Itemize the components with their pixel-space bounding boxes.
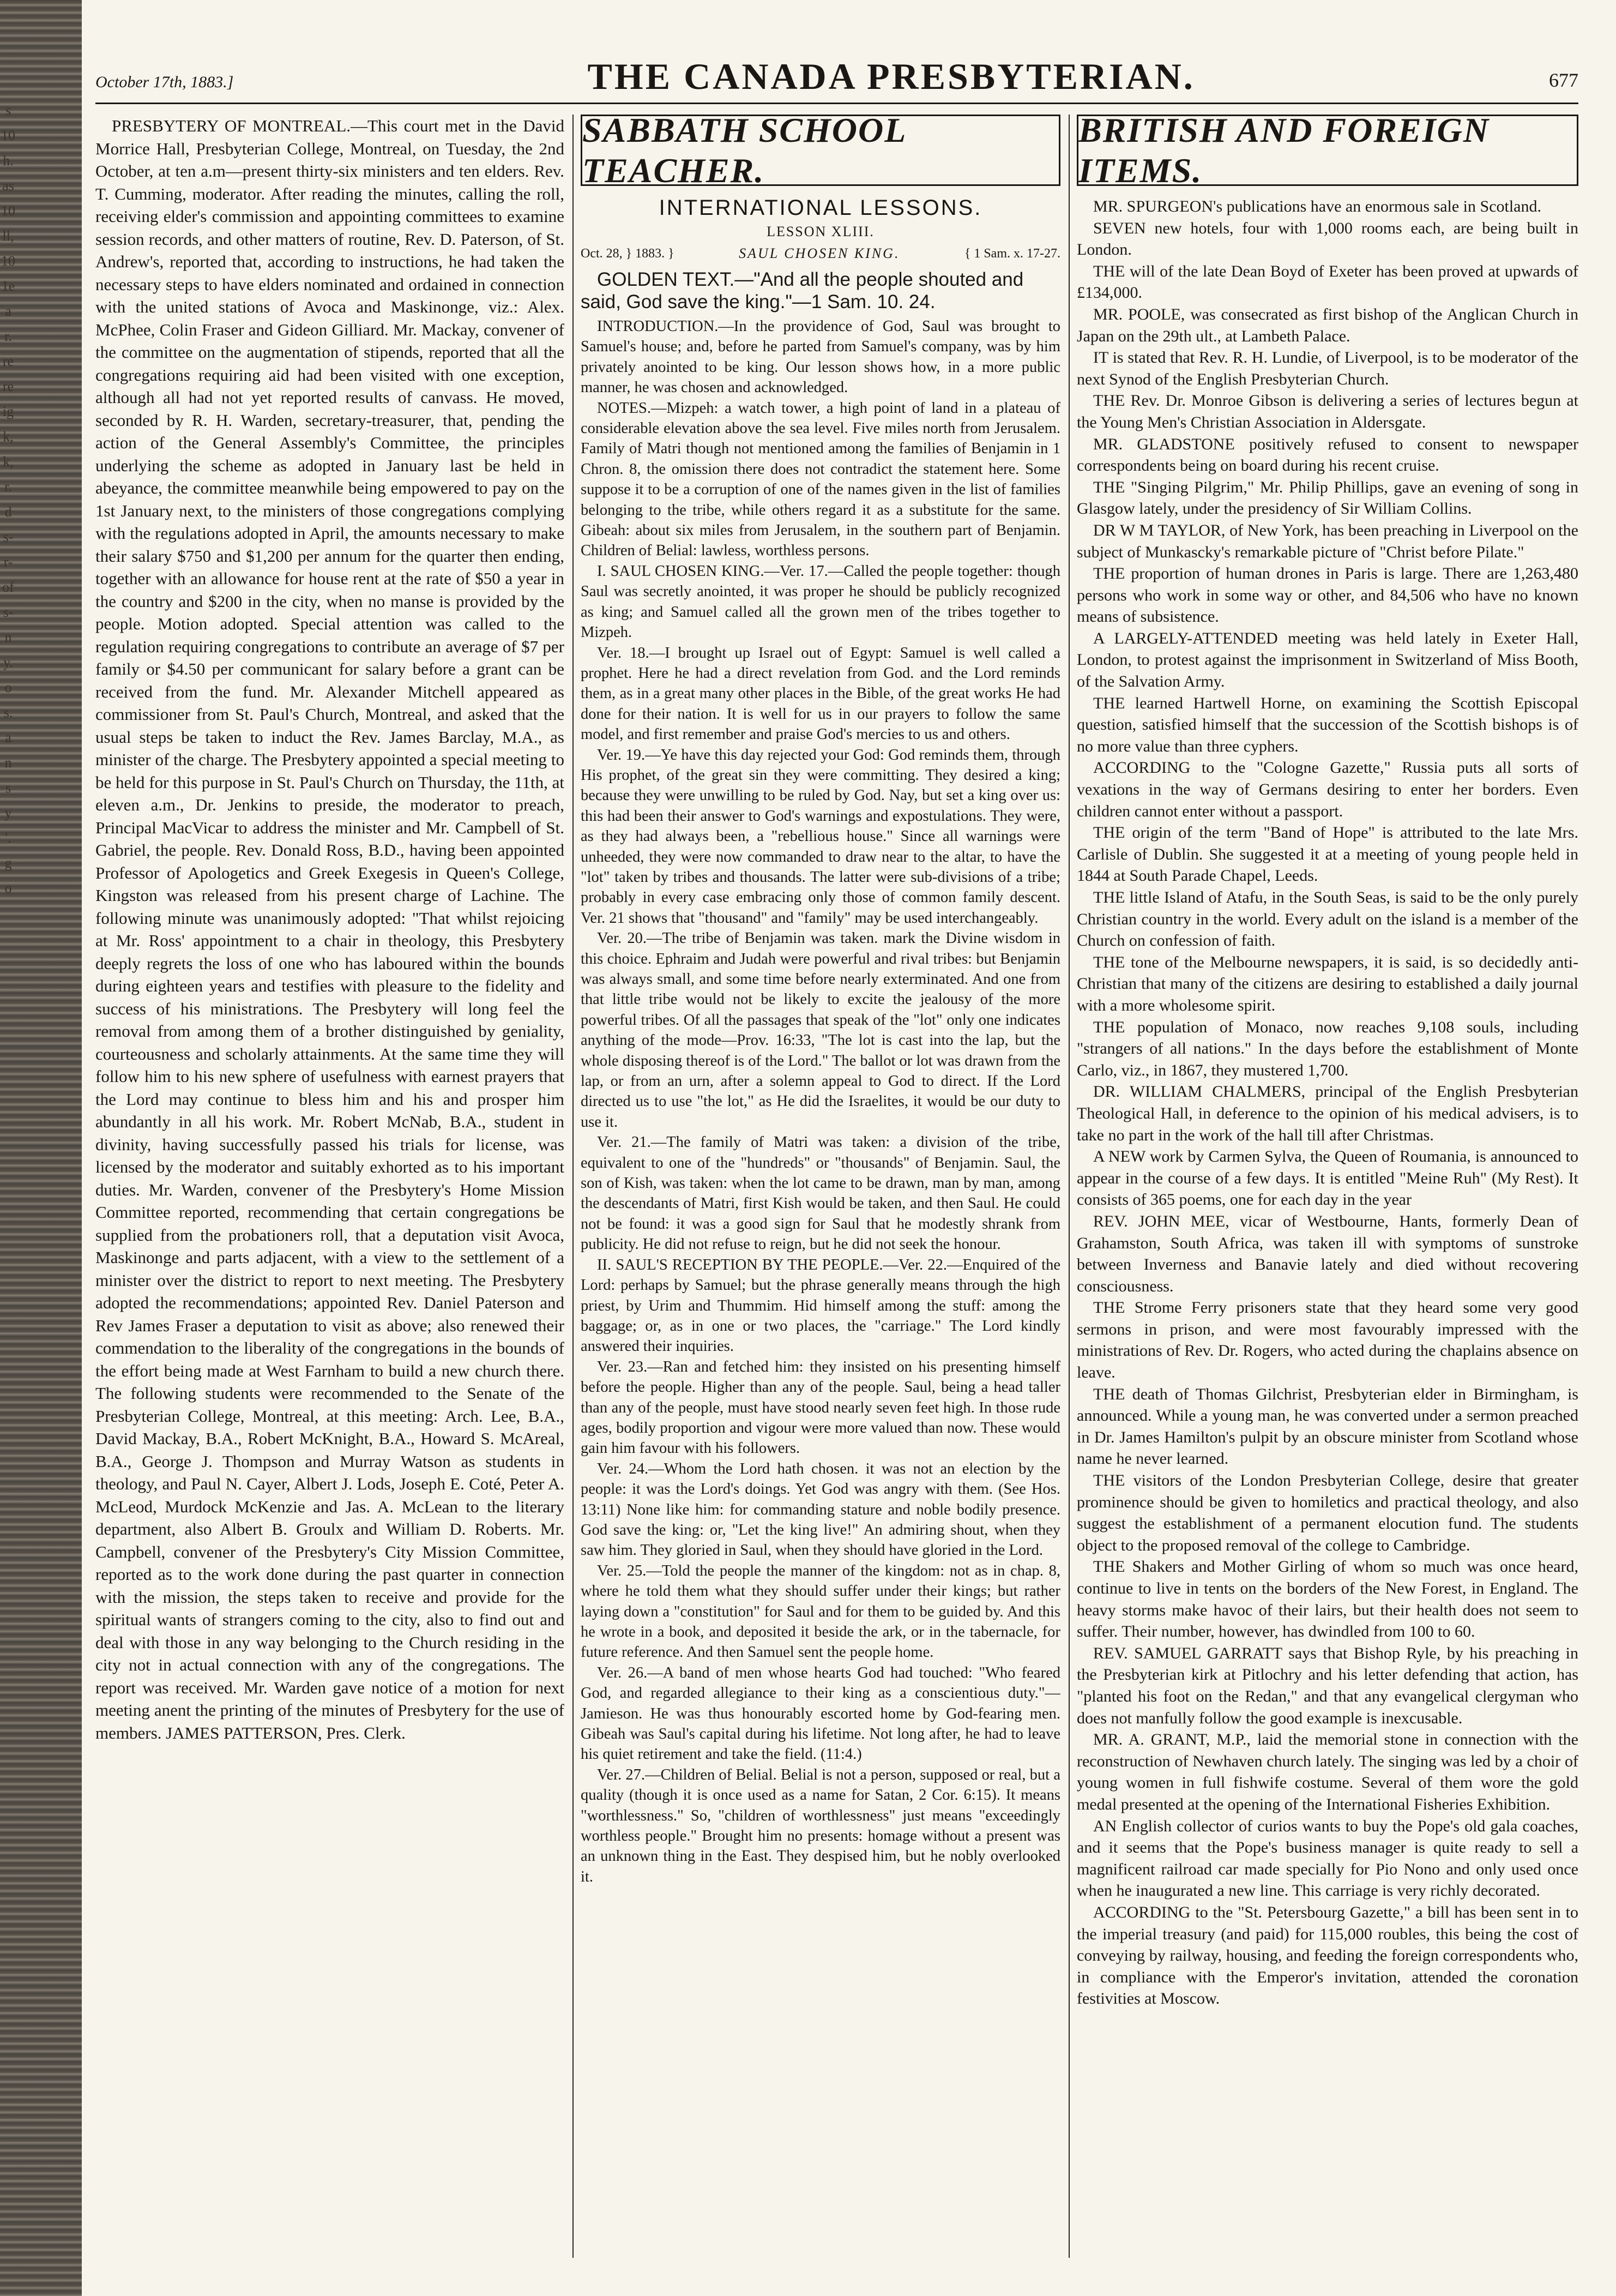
margin-fragment: s. bbox=[3, 705, 13, 720]
newspaper-page bbox=[95, 38, 1578, 2263]
margin-fragment: g bbox=[4, 855, 12, 871]
margin-fragment: n bbox=[4, 629, 12, 645]
margin-fragment: ll, bbox=[2, 228, 14, 244]
news-item: REV. SAMUEL GARRATT says that Bishop Ryle, by his preaching in the Presbyterian kirk at Pitlochry and his letter defending that action, has "planted his foot on the Redan," and that any evangelical clergyman who does not manfully follow the good example is inexcusable. bbox=[1077, 1644, 1578, 1727]
news-item: REV. JOHN MEE, vicar of Westbourne, Hants, formerly Dean of Grahamston, South Africa, was taken ill with symptoms of sunstroke between Inverness and Banavie lately and died without recovering consciousness. bbox=[1077, 1212, 1578, 1295]
margin-fragment: 10 bbox=[1, 203, 15, 219]
margin-fragment: s- bbox=[3, 604, 14, 620]
lesson-number: LESSON XLIII. bbox=[767, 224, 875, 239]
news-item: THE little Island of Atafu, in the South Seas, is said to be the only purely Christian country in the world. Every adult on the island is a member of the Church on confession of faith. bbox=[1077, 888, 1578, 950]
news-item: MR. A. GRANT, M.P., laid the memorial stone in connection with the reconstruction of Newhaven church lately. The singing was led by a choir of young women in full fishwife costume. Several of them wore the gold medal presented at the opening of the International Fisheries Exhibition. bbox=[1077, 1730, 1578, 1813]
margin-fragment: 1e bbox=[1, 278, 15, 294]
margin-fragment: a bbox=[5, 730, 11, 746]
lesson-paragraph: NOTES.—Mizpeh: a watch tower, a high point of land in a plateau of considerable elevation above the sea level. Five miles north from Jerusalem. Family of Matri though not mentioned among the families of Benjamin in 1 Chron. 8, the omission there does not contradict the statement here. Some suppose it to be a corruption of one of the names given in the list of families belonging to the tribe, while others regard it as a substitute for the same. Gibeah: about six miles from Jerusalem, in the southern part of Benjamin. Children of Belial: lawless, worthless persons. bbox=[581, 399, 1060, 560]
news-item: THE death of Thomas Gilchrist, Presbyterian elder in Birmingham, is announced. While a young man, he was converted under a sermon preached in Dr. James Hamilton's pulpit by an obscure minister from Scotland whose name he never learned. bbox=[1077, 1385, 1578, 1468]
margin-fragment: y. bbox=[3, 654, 13, 670]
news-items bbox=[1077, 196, 1578, 2010]
lesson-paragraph: Ver. 26.—A band of men whose hearts God had touched: "Who feared God, and regarded allegiance to their king as a conscientious duty."—Jamieson. He was thus honourably escorted home by God-fearing men. Gibeah was Saul's capital during his lifetime. Not long after, he had to leave his quiet retirement and take the field. (11:4.) bbox=[581, 1664, 1060, 1763]
lesson-heading bbox=[581, 245, 1060, 262]
golden-text: GOLDEN TEXT.—"And all the people shouted and said, God save the king."—1 Sam. 10. 24. bbox=[581, 269, 1024, 312]
article-presbytery-montreal bbox=[95, 115, 564, 1744]
margin-fragment: s- bbox=[3, 529, 14, 545]
news-item: THE will of the late Dean Boyd of Exeter has been proved at upwards of £134,000. bbox=[1077, 262, 1578, 302]
margin-fragment: k, bbox=[3, 429, 14, 444]
news-item: MR. SPURGEON's publications have an enormous sale in Scotland. bbox=[1093, 197, 1541, 215]
lesson-notes bbox=[581, 316, 1060, 1887]
column-rule bbox=[572, 115, 574, 2258]
news-item: THE Strome Ferry prisoners state that they heard some very good sermons in prison, and were most favourably impressed with the ministrations of Rev. Dr. Rogers, who acted during the chaplains absence on leave. bbox=[1077, 1299, 1578, 1382]
margin-fragment: o bbox=[4, 680, 12, 695]
news-item: DR W M TAYLOR, of New York, has been preaching in Liverpool on the subject of Munkascky's remarkable picture of "Christ before Pilate." bbox=[1077, 521, 1578, 561]
issue-date: October 17th, 1883.] bbox=[95, 73, 234, 91]
margin-fragment: a bbox=[5, 303, 11, 319]
margin-fragment: '. bbox=[5, 830, 11, 846]
news-item: A NEW work by Carmen Sylva, the Queen of Roumania, is announced to appear in the course of a few days. It is entitled "Meine Ruh" (My Rest). It consists of 365 poems, one for each day in the year bbox=[1077, 1147, 1578, 1209]
margin-fragment: re bbox=[2, 378, 14, 394]
lesson-paragraph: Ver. 20.—The tribe of Benjamin was taken. mark the Divine wisdom in this choice. Ephraim and Judah were powerful and rival tribes: but Benjamin was always small, and some time before nearly exterminated. And one from that little tribe would not be likely to excite the jealousy of the more powerful tribes. Of all the passages that speak of the "lot" only one indicates anything of the mode—Prov. 16:33, "The lot is cast into the lap, but the whole disposing thereof is of the Lord." The ballot or lot was drawn from the lap, or from an urn, after a solemn appeal to God to direct. If the Lord directed us to use "the lot," as He did the Israelites, it would be our duty to use it. bbox=[581, 930, 1060, 1131]
lesson-paragraph: Ver. 18.—I brought up Israel out of Egypt: Samuel is well called a prophet. Here he had a direct revelation from God. and the Lord reminds them, as in a great many other places in the Bible, of the great works He had done for their nation. It is well for us in our prayers to follow the same model, and first remember and praise God's mercies to us and others. bbox=[581, 644, 1060, 743]
lesson-paragraph: I. SAUL CHOSEN KING.—Ver. 17.—Called the people together: though Saul was secretly anointed, it was proper he should be publicly recognized as king; and Samuel called all the grown men of the tribes together to Mizpeh. bbox=[581, 562, 1060, 641]
section-title: INTERNATIONAL LESSONS. bbox=[659, 196, 982, 220]
margin-fragment: s bbox=[5, 780, 11, 796]
lesson-paragraph: Ver. 24.—Whom the Lord hath chosen. it was not an election by the people: it was the Lord's doings. Yet God was angry with them. (See Hos. 13:11) None like him: for commanding stature and noble bodily presence. God save the king: or, "Let the king live!" An admiring shout, when they saw him. They gloried in Saul, when they should have gloried in the Lord. bbox=[581, 1460, 1060, 1559]
news-item: DR. WILLIAM CHALMERS, principal of the English Presbyterian Theological Hall, in deference to the opinion of his medical advisers, is to take no part in the work of the hall till after Christmas. bbox=[1077, 1083, 1578, 1144]
british-foreign-masthead bbox=[1077, 115, 1578, 190]
margin-fragment: as bbox=[2, 178, 14, 194]
news-item: AN English collector of curios wants to buy the Pope's old gala coaches, and it seems that the Pope's business manager is quite ready to sell a magnificent railroad car made specially for Pio Nono and only used once when he inaugurated a new line. This carriage is very richly decorated. bbox=[1077, 1817, 1578, 1900]
lesson-paragraph: Ver. 25.—Told the people the manner of the kingdom: not as in chap. 8, where he told them what they should suffer under their kings; but rather laying down a "constitution" for Saul and for them to be guided by. And this he wrote in a book, and deposited it beside the ark, or in the tabernacle, for future reference. And then Samuel sent the people home. bbox=[581, 1562, 1060, 1661]
news-item: THE learned Hartwell Horne, on examining the Scottish Episcopal question, satisfied himself that the succession of the Scottish bishops is of no more value than three cyphers. bbox=[1077, 694, 1578, 755]
header-rule bbox=[95, 103, 1578, 104]
news-item: MR. POOLE, was consecrated as first bishop of the Anglican Church in Japan on the 29th ult., at Lambeth Palace. bbox=[1077, 305, 1578, 345]
news-item: IT is stated that Rev. R. H. Lundie, of Liverpool, is to be moderator of the next Synod of the English Presbyterian Church. bbox=[1077, 348, 1578, 388]
margin-fragment: n bbox=[4, 755, 12, 771]
margin-fragment: h. bbox=[3, 153, 14, 169]
margin-fragment: y bbox=[4, 805, 12, 821]
newspaper-title: THE CANADA PRESBYTERIAN. bbox=[587, 56, 1195, 97]
margin-fragment: r. bbox=[4, 328, 12, 344]
column-rule bbox=[1069, 115, 1070, 2258]
news-item: SEVEN new hotels, four with 1,000 rooms each, are being built in London. bbox=[1077, 219, 1578, 259]
margin-fragment: of bbox=[2, 579, 14, 595]
news-item: MR. GLADSTONE positively refused to consent to newspaper correspondents being on board during his recent cruise. bbox=[1077, 435, 1578, 475]
page-number: 677 bbox=[1548, 69, 1578, 91]
lesson-paragraph: Ver. 23.—Ran and fetched him: they insisted on his presenting himself before the people. Higher than any of the people. Saul, being a head taller than any of the people, must have stood nearly seven feet high. In those rude ages, bodily proportion and vigour were more valued than now. These would gain him favour with his followers. bbox=[581, 1358, 1060, 1457]
news-item: ACCORDING to the "Cologne Gazette," Russia puts all sorts of vexations in the way of Germans desiring to enter her borders. Even children cannot enter without a passport. bbox=[1077, 759, 1578, 820]
news-item: ACCORDING to the "St. Petersbourg Gazette," a bill has been sent in to the imperial treasury (and paid) for 115,000 roubles, this being the cost of conveying by railway, housing, and feeding the foreign correspondents who, in compliance with the Emperor's invitation, attended the coronation festivities at Moscow. bbox=[1077, 1903, 1578, 2008]
news-item: THE Shakers and Mother Girling of whom so much was once heard, continue to live in tents on the borders of the New Forest, in England. The heavy storms make havoc of their lairs, but their health does not seem to suffer. Their number, however, has dwindled from 100 to 60. bbox=[1077, 1558, 1578, 1641]
margin-fragment: k, bbox=[3, 454, 14, 470]
column-british-foreign bbox=[1077, 115, 1578, 2258]
margin-fragment: o bbox=[4, 880, 12, 896]
masthead-title: BRITISH AND FOREIGN ITEMS. bbox=[1078, 115, 1490, 190]
margin-fragments bbox=[0, 98, 16, 901]
news-item: THE "Singing Pilgrim," Mr. Philip Phillips, gave an evening of song in Glasgow lately, under the presidency of Sir William Collins. bbox=[1077, 478, 1578, 518]
margin-fragment: ig bbox=[2, 404, 14, 419]
margin-fragment: r. bbox=[4, 479, 12, 495]
sabbath-school-masthead bbox=[581, 115, 1060, 190]
news-item: THE Rev. Dr. Monroe Gibson is delivering a series of lectures begun at the Young Men's Christian Association in Aldersgate. bbox=[1077, 392, 1578, 431]
lesson-paragraph: INTRODUCTION.—In the providence of God, Saul was brought to Samuel's house; and, before he parted from Samuel's company, was by him privately anointed to be king. Our lesson shows how, in a more public manner, he was chosen and acknowledged. bbox=[581, 318, 1060, 396]
margin-fragment: 10 bbox=[1, 128, 15, 143]
news-item: THE visitors of the London Presbyterian College, desire that greater prominence should be given to homiletics and practical theology, and also suggest the establishment of a permanent elocution fund. The students object to the proposed removal of the college to Cambridge. bbox=[1077, 1471, 1578, 1554]
column-presbytery-report bbox=[95, 115, 564, 2258]
news-item: THE tone of the Melbourne newspapers, it is said, is so decidedly anti-Christian that many of the citizens are desiring to established a daily journal with a more wholesome spirit. bbox=[1077, 953, 1578, 1014]
margin-fragment: r- bbox=[3, 554, 13, 570]
margin-fragment: re bbox=[2, 353, 14, 369]
masthead-title: SABBATH SCHOOL TEACHER. bbox=[582, 115, 906, 190]
report-paragraph: PRESBYTERY OF MONTREAL.—This court met in the David Morrice Hall, Presbyterian College, Montreal, on Tuesday, the 2nd October, at ten a.m—present thirty-six ministers and ten elders. Rev. T. Cumming, moderator. After reading the minutes, calling the roll, receiving elder's commission and appointing committees to examine session records, and other matters of routine, Rev. D. Paterson, of St. Andrew's, reported that, according to instructions, he had taken the necessary steps to have elders nominated and ordained in connection with the united stations of Avoca and Maskinonge, viz.: Alex. McPhee, Colin Fraser and Gideon Gilliard. Mr. Mackay, convener of the committee on the augmentation of stipends, reported that all the congregations requiring aid had been visited with one exception, although all had not yet reported results of canvass. He moved, seconded by R. H. Warden, secretary-treasurer, that, pending the action of the General Assembly's Committee, the principles underlying the scheme as adopted in January last be held in abeyance, the committee meanwhile being empowered to pay on the 1st January next, to the ministers of those congregations complying with the regulations adopted in April, the amounts necessary to make their salary $750 and $1,200 per annum for the quarter then ending, together with an allowance for house rent at the rate of $50 a year in the country and $200 in the city, when no manse is provided by the people. Motion adopted. Special attention was called to the regulation requiring congregations to contribute an average of $7 per family or $4.50 per communicant for salary before a grant can be received from the fund. Mr. Alexander Mitchell appeared as commissioner from St. Paul's Church, Montreal, and asked that the usual steps be taken to induct the Rev. James Barclay, M.A., as minister of the charge. The Presbytery appointed a special meeting to be held for this purpose in St. Paul's Church on Thursday, the 11th, at eleven a.m., Dr. Jenkins to preside, the moderator to preach, Principal MacVicar to address the minister and Mr. Campbell of St. Gabriel, the people. Rev. Donald Ross, B.D., having been appointed Professor of Apologetics and Greek Exegesis in Queen's College, Kingston was released from his present charge of Lachine. The following minute was unanimously adopted: "That whilst rejoicing at Mr. Ross' appointment to a chair in theology, this Presbytery deeply regrets the loss of one who has laboured within the bounds during eighteen years and testifies with pleasure to the fidelity and success of his ministrations. The Presbytery will long feel the removal from among them of a brother distinguished by geniality, courteousness and scholarly attainments. At the same time they will follow him to his new sphere of usefulness with earnest prayers that the Lord may continue to bless him and his and prosper him abundantly in all his work. Mr. Robert McNab, B.A., student in divinity, having successfully passed his trials for license, was licensed by the moderator and suitably exhorted as to his important duties. Mr. Warden, convener of the Presbytery's Home Mission Committee reported, recommending that certain congregations be supplied from the probationers roll, that a deputation visit Avoca, Maskinonge and parts adjacent, with a view to the settlement of a minister over the district to report to next meeting. The Presbytery adopted the recommendations; appointed Rev. Daniel Paterson and Rev James Fraser a deputation to visit as above; also renewed their commendation to the liberality of the congregations in the bounds of the effort being made at West Farnham to build a new church there. The following students were recommended to the Senate of the Presbyterian College, Montreal, at this meeting: Arch. Lee, B.A., David Mackay, B.A., Robert McKnight, B.A., Howard S. McAreal, B.A., George J. Thompson and Murray Watson as students in theology, and Paul N. Cayer, Albert J. Lods, Joseph E. Coté, Peter A. McLeod, Murdock McKenzie and Jas. A. McLean to the literary department, also Albert B. Groulx and William D. Roberts. Mr. Campbell, convener of the Presbytery's City Mission Committee, reported as to the work done during the past quarter in connection with the mission, the steps taken to receive and provide for the spiritual wants of strangers coming to the city, also to find out and deal with those in any way belonging to the Church residing in the city not in actual connection with any of the congregations. The report was received. Mr. Warden gave notice of a motion for next meeting anent the printing of the minutes of Presbytery for the use of members. JAMES PATTERSON, Pres. Clerk. bbox=[95, 116, 564, 1742]
lesson-paragraph: Ver. 27.—Children of Belial. Belial is not a person, supposed or real, but a quality (though it is once used as a name for Satan, 2 Cor. 6:15). It means "worthlessness." So, "children of worthlessness" just means "exceedingly worthless people." Brought him no presents: homage without a present was an unknown thing in the East. They despised him, but he nobly overlooked it. bbox=[581, 1766, 1060, 1885]
lesson-date: Oct. 28, } 1883. } bbox=[581, 246, 674, 261]
column-sabbath-school bbox=[581, 115, 1060, 2258]
news-item: THE population of Monaco, now reaches 9,108 souls, including "strangers of all nations." In the days before the establishment of Monte Carlo, viz., in 1867, they mustered 1,700. bbox=[1077, 1018, 1578, 1079]
news-item: THE proportion of human drones in Paris is large. There are 1,263,480 persons who work in some way or other, and 84,506 who have no known means of subsistence. bbox=[1077, 564, 1578, 626]
lesson-paragraph: II. SAUL'S RECEPTION BY THE PEOPLE.—Ver. 22.—Enquired of the Lord: perhaps by Samuel; but the phrase generally means through the high priest, by Urim and Thummim. Hid himself among the stuff: among the baggage; or, as in one or two places, the "carriage." The Lord kindly answered their inquiries. bbox=[581, 1256, 1060, 1355]
columns bbox=[95, 115, 1578, 2258]
margin-fragment: 10 bbox=[1, 253, 15, 269]
running-head bbox=[95, 38, 1578, 98]
lesson-reference: { 1 Sam. x. 17-27. bbox=[964, 246, 1060, 261]
news-item: A LARGELY-ATTENDED meeting was held lately in Exeter Hall, London, to protest against the imprisonment in Switzerland of Miss Booth, of the Salvation Army. bbox=[1077, 629, 1578, 691]
margin-fragment: s bbox=[5, 103, 11, 118]
lesson-paragraph: Ver. 19.—Ye have this day rejected your God: God reminds them, through His prophet, of the great sin they were committing. They desired a king; because they were unwilling to be ruled by God. Nay, but set a king over us: this had been their answer to God's warnings and expostulations. They were, as they had always been, a "rebellious house." Since all warnings were unheeded, they were now commanded to draw near to the altar, to have the "lot" taken by tribes and thousands. The latter were sub-divisions of a tribe; probably in every case embracing only those of common family descent. Ver. 21 shows that "thousand" and "family" may be used interchangeably. bbox=[581, 746, 1060, 927]
lesson-paragraph: Ver. 21.—The family of Matri was taken: a division of the tribe, equivalent to one of the "hundreds" or "thousands" of Benjamin. Saul, the son of Kish, was taken: when the lot came to be drawn, man by man, among the descendants of Matri, first Kish would be taken, and then Saul. He could not be found: it was a good sign for Saul that he modestly shrank from publicity. He did not refuse to reign, but he did not seek the honour. bbox=[581, 1134, 1060, 1253]
lesson-title: SAUL CHOSEN KING. bbox=[739, 245, 900, 261]
margin-fragment: d bbox=[4, 504, 12, 520]
news-item: THE origin of the term "Band of Hope" is attributed to the late Mrs. Carlisle of Dublin. She suggested it at a meeting of young people held in 1844 at South Parade Chapel, Leeds. bbox=[1077, 824, 1578, 885]
